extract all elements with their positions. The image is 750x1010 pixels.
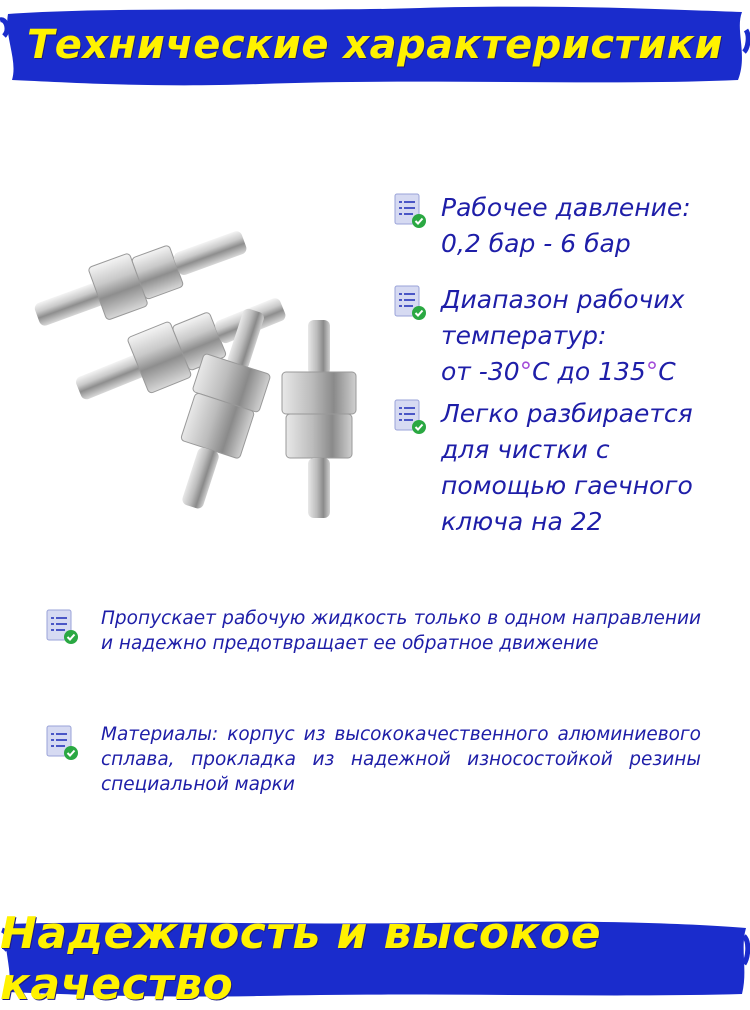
spec-pressure-text: Рабочее давление: 0,2 бар - 6 бар	[441, 193, 691, 258]
valve-4	[282, 320, 356, 518]
feature-materials	[45, 722, 705, 797]
spec-temperature-text: Диапазон рабочих температур: от -30°C до 135°C	[441, 285, 685, 386]
spec-disassembly-text: Легко разбирается для чистки с помощью гаечного ключа на 22	[441, 399, 693, 536]
feature-direction-text: Пропускает рабочую жидкость только в одном направлении и надежно предотвращает ее обратное движение	[101, 608, 701, 654]
spec-disassembly	[393, 396, 693, 540]
feature-direction	[45, 606, 705, 656]
header-banner	[0, 0, 750, 90]
checklist-icon	[45, 724, 79, 762]
page-title: Технические характеристики	[26, 22, 724, 68]
footer-banner	[0, 908, 750, 1010]
product-image	[20, 195, 390, 525]
footer-title: Надежность и высокое качество	[0, 908, 602, 1010]
spec-temperature	[393, 282, 684, 390]
spec-pressure	[393, 190, 691, 262]
checklist-icon	[393, 284, 427, 322]
checklist-icon	[45, 608, 79, 646]
checklist-icon	[393, 398, 427, 436]
feature-materials-text: Материалы: корпус из высококачественного алюминиевого сплава, прокладка из надежной износостойкой резины специальной марки	[101, 724, 701, 795]
checklist-icon	[393, 192, 427, 230]
